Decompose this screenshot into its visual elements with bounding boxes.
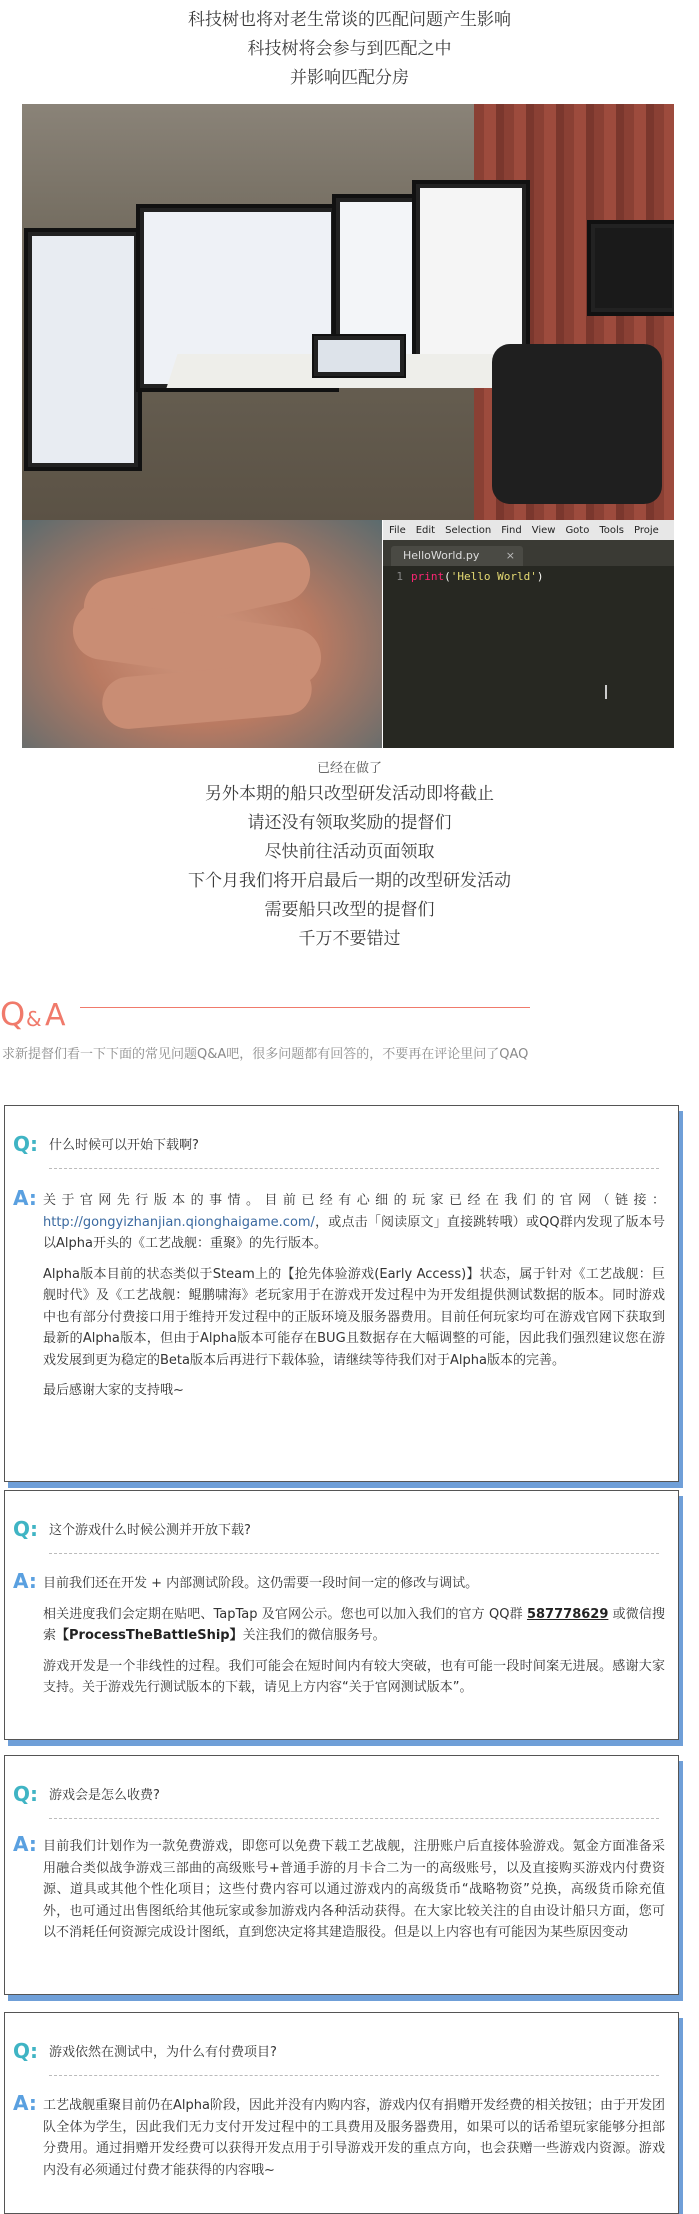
outro-line: 需要船只改型的提督们 — [264, 900, 435, 920]
faq-question-row — [5, 1106, 678, 1174]
line-number: 1 — [396, 570, 403, 583]
faq-question-row — [5, 1756, 678, 1824]
faq-question: 游戏依然在测试中，为什么有付费项目? — [49, 2045, 277, 2060]
monitor-dark — [587, 220, 674, 316]
close-icon: × — [505, 549, 515, 562]
divider — [49, 1168, 659, 1169]
intro-line: 科技树也将对老生常谈的匹配问题产生影响 — [188, 10, 511, 30]
menu-item: Selection — [445, 524, 492, 536]
answer-paragraph — [43, 1190, 665, 1255]
faq-answer — [43, 1836, 665, 1953]
code-line — [383, 570, 543, 583]
answer-text: 关于官网先行版本的事情。目前已经有心细的玩家已经在我们的官网（链接： — [43, 1193, 665, 1208]
editor-tab-label: HelloWorld.py — [403, 549, 480, 562]
menu-item: Tools — [599, 524, 624, 536]
faq-card — [4, 1490, 679, 1740]
qa-heading-q: Q — [0, 995, 26, 1033]
qa-heading-a: A — [45, 998, 66, 1033]
faq-card — [4, 1105, 679, 1482]
faq-question: 游戏会是怎么收费? — [49, 1788, 160, 1803]
question-marker: Q: — [13, 1517, 38, 1541]
outro-line: 千万不要错过 — [298, 929, 401, 949]
wechat-account: 【ProcessTheBattleShip】 — [56, 1628, 243, 1643]
outro-line: 尽快前往活动页面领取 — [264, 842, 435, 862]
answer-text: ，或点击「阅读原文」直接跳转哦）或QQ群内发现了版本号以Alpha开头的《工艺战舰：重聚》的先行版本。 — [43, 1214, 665, 1251]
answer-marker: A: — [13, 2091, 37, 2115]
intro-line: 并影响匹配分房 — [290, 68, 409, 88]
code-paren: ( — [444, 570, 451, 583]
code-string: 'Hello World' — [450, 570, 537, 583]
answer-text: 相关进度我们会定期在贴吧、TapTap 及官网公示。您也可以加入我们的官方 QQ群 — [43, 1606, 527, 1622]
divider — [49, 1818, 659, 1819]
answer-text: 或微信搜索 — [43, 1606, 665, 1643]
editor-tabbar — [383, 540, 674, 566]
menu-item: Proje — [633, 524, 659, 536]
menu-item: Edit — [415, 524, 436, 536]
answer-marker: A: — [13, 1569, 37, 1593]
outro-line: 下个月我们将开启最后一期的改型研发活动 — [188, 871, 511, 891]
answer-paragraph: 目前我们还在开发 + 内部测试阶段。这仍需要一段时间一定的修改与调试。 — [43, 1576, 479, 1591]
faq-question: 这个游戏什么时候公测并开放下载? — [49, 1523, 251, 1538]
divider — [80, 1007, 530, 1008]
intro-text — [0, 6, 699, 93]
question-marker: Q: — [13, 2039, 38, 2063]
faq-card — [4, 1755, 679, 1995]
answer-paragraph: 工艺战舰重聚目前仍在Alpha阶段，因此并没有内购内容，游戏内仅有捐赠开发经费的相关按钮；由于开发团队全体为学生，因此我们无力支付开发过程中的工具费用及服务器费用，如果可以的话希望玩家能够分担部分费用。通过捐赠开发经费可以获得开发点用于引导游戏开发的重点方向，也会获赠一些游戏内资源。游戏内没有必须通过付费才能获得的内容哦~ — [43, 2098, 665, 2178]
outro-line: 另外本期的船只改型研发活动即将截止 — [205, 784, 494, 804]
answer-paragraph: 最后感谢大家的支持哦~ — [43, 1383, 184, 1398]
question-marker: Q: — [13, 1132, 38, 1156]
code-paren: ) — [536, 570, 544, 583]
answer-marker: A: — [13, 1832, 37, 1856]
faq-question-row — [5, 1491, 678, 1559]
menu-item: Goto — [565, 524, 590, 536]
hands-photo — [22, 520, 382, 748]
faq-answer — [43, 1190, 665, 1411]
menu-item: Find — [501, 524, 522, 536]
text-cursor-icon — [605, 685, 607, 699]
answer-paragraph — [43, 1604, 665, 1647]
intro-line: 科技树将会参与到匹配之中 — [247, 39, 452, 59]
monitor-far-right — [412, 180, 530, 368]
qa-heading — [0, 995, 699, 1035]
divider — [49, 1553, 659, 1554]
image-caption: 已经在做了 — [316, 761, 382, 776]
faq-question: 什么时候可以开始下载啊? — [49, 1138, 199, 1153]
qa-heading-amp: & — [26, 1007, 42, 1031]
faq-answer — [43, 1573, 665, 1708]
chair — [492, 344, 662, 504]
qq-group-number: 587778629 — [526, 1606, 609, 1622]
answer-paragraph: Alpha版本目前的状态类似于Steam上的【抢先体验游戏(Early Access)】状态，属于针对《工艺战舰：巨舰时代》及《工艺战舰：鲲鹏啸海》老玩家用于在游戏开发过程中为开发组提供测试数据的版本。同时游戏中也有部分付费接口用于维持开发过程中的正版环境及服务器费用。目前任何玩家均可在游戏官网下获取到最新的Alpha版本，但由于Alpha版本可能存在BUG且数据存在大幅调整的可能，因此我们强烈建议您在游戏发展到更为稳定的Beta版本后再进行下载体验，请继续等待我们对于Alpha版本的完善。 — [43, 1266, 665, 1368]
menu-item: View — [531, 524, 556, 536]
qa-subtitle: 求新提督们看一下下面的常见问题Q&A吧，很多问题都有回答的，不要再在评论里问了QAQ — [2, 1047, 529, 1062]
faq-card — [4, 2012, 679, 2214]
menu-item: File — [389, 524, 406, 536]
answer-paragraph: 目前我们计划作为一款免费游戏，即您可以免费下载工艺战舰，注册账户后直接体验游戏。氪金方面准备采用融合类似战争游戏三部曲的高级账号+普通手游的月卡合二为一的高级账号，以及直接购买游戏内付费资源、道具或其他个性化项目；这些付费内容可以通过游戏内的高级货币“战略物资”兑换，高级货币除充值外，也可通过出售图纸给其他玩家或参加游戏内各种活动获得。在大家比较关注的自由设计船只方面，您可以不消耗任何资源完成设计图纸，直到您决定将其建造服役。但是以上内容也有可能因为某些原因变动 — [43, 1839, 665, 1940]
finger — [100, 661, 314, 731]
faq-question-row — [5, 2013, 678, 2081]
answer-marker: A: — [13, 1186, 37, 1210]
outro-text — [0, 780, 699, 954]
answer-paragraph: 游戏开发是一个非线性的过程。我们可能会在短时间内有较大突破，也有可能一段时间案无进展。感谢大家支持。关于游戏先行测试版本的下载，请见上方内容“关于官网测试版本”。 — [43, 1658, 665, 1695]
divider — [49, 2075, 659, 2076]
faq-answer — [43, 2095, 665, 2190]
answer-text: 关注我们的微信服务号。 — [242, 1628, 386, 1643]
monitor-left — [24, 228, 142, 471]
desk-setup-photo — [22, 104, 674, 520]
outro-line: 请还没有领取奖励的提督们 — [247, 813, 452, 833]
laptop — [312, 334, 406, 378]
code-keyword: print — [411, 570, 445, 583]
editor-menubar — [383, 520, 674, 540]
question-marker: Q: — [13, 1782, 38, 1806]
official-site-link[interactable]: http://gongyizhanjian.qionghaigame.com/ — [43, 1214, 315, 1230]
editor-tab — [391, 546, 523, 566]
code-editor-image — [383, 520, 674, 748]
